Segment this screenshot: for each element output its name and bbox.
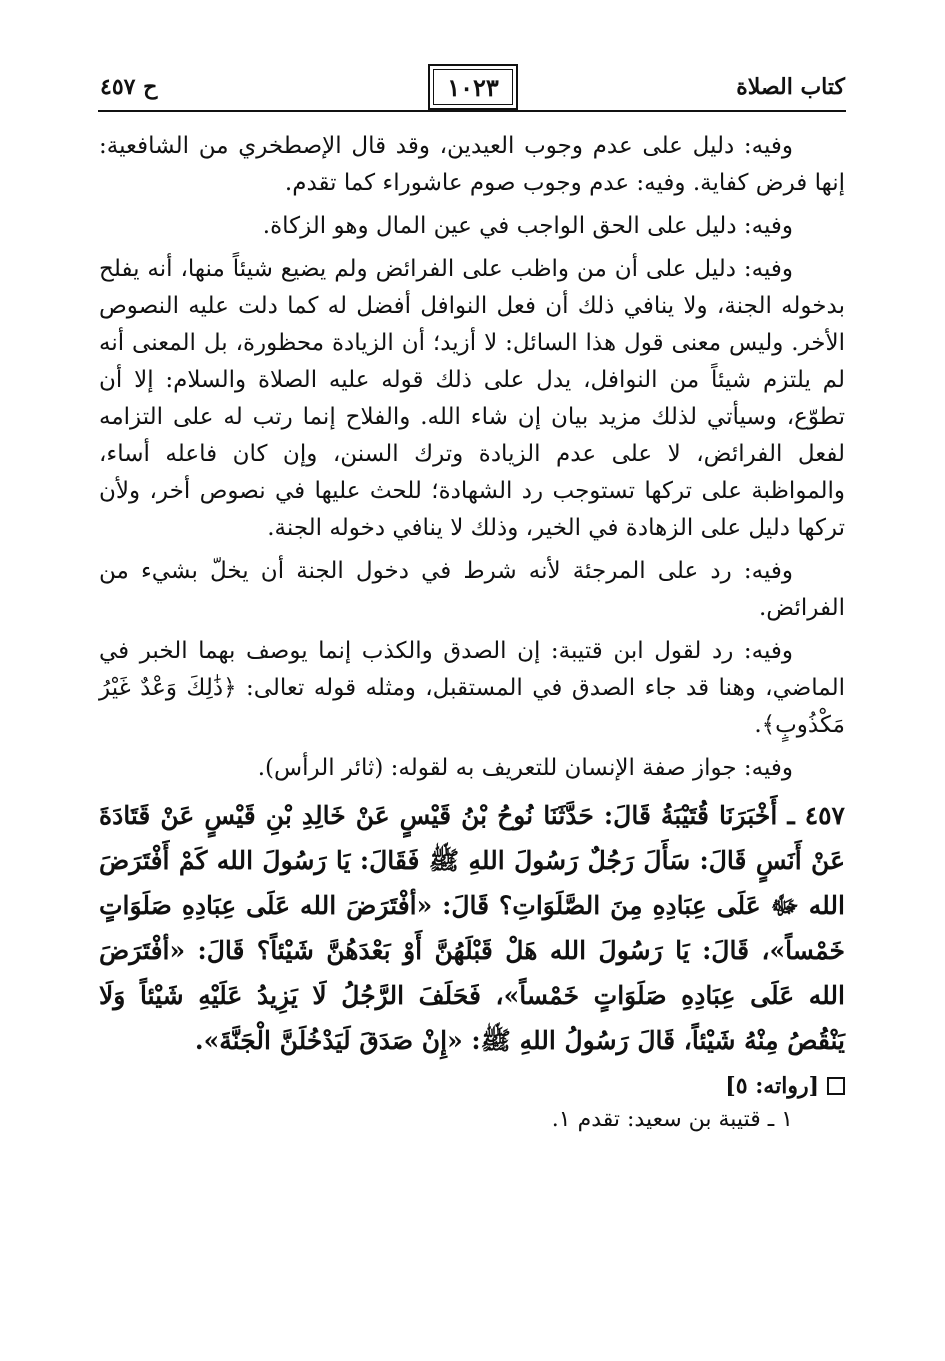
hadith-reference: ح ٤٥٧: [100, 74, 158, 100]
paragraph-eid: وفيه: دليل على عدم وجوب العيدين، وقد قال الإصطخري من الشافعية: إنها فرض كفاية. وفيه: عدم وجوب صوم عاشوراء كما تقدم.: [99, 133, 845, 196]
header-divider: [98, 110, 846, 112]
page-number: ١٠٢٣: [447, 72, 499, 102]
narrators-heading-label: [رواته: ٥]: [725, 1073, 819, 1099]
page-number-frame: [428, 64, 518, 110]
paragraph-murjiah: وفيه: رد على المرجئة لأنه شرط في دخول الجنة أن يخلّ بشيء من الفرائض.: [99, 558, 845, 621]
narrator-item: ١ ـ قتيبة بن سعيد: تقدم ١.: [551, 1107, 793, 1132]
paragraph-ibn-qutaybah: وفيه: رد لقول ابن قتيبة: إن الصدق والكذب إنما يوصف بهما الخبر في الماضي، وهنا قد جاء الصدق في المستقبل، ومثله قوله تعالى: ﴿ذَٰلِكَ وَعْدٌ غَيْرُ مَكْذُوبٍ﴾.: [99, 638, 845, 738]
square-box-icon: [827, 1077, 845, 1095]
book-title: كتاب الصلاة: [736, 74, 845, 100]
paragraph-obligations: وفيه: دليل على أن من واظب على الفرائض ولم يضيع شيئاً منها، أنه يفلح بدخوله الجنة، ولا ينافي ذلك أن فعل النوافل أفضل له كما دلت عليه النصوص الأخر. وليس معنى قول هذا السائل: لا أزيد؛ أن الزيادة محظورة، بل المعنى أنه لم يلتزم شيئاً من النوافل، يدل على ذلك قوله عليه الصلاة والسلام: إلا أن تطوّع، وسيأتي لذلك مزيد بيان إن شاء الله. والفلاح إنما رتب له على التزامه لفعل الفرائض، لا على عدم الزيادة وترك السنن، وإن كان فاعله أساء، والمواظبة على تركها تستوجب رد الشهادة؛ للحث عليها في نصوص أخر، ولأن تركها دليل على الزهادة في الخير، وذلك لا ينافي دخوله الجنة.: [99, 256, 846, 541]
page-body: [99, 128, 845, 1132]
paragraph-description: وفيه: جواز صفة الإنسان للتعريف به لقوله: (ثائر الرأس).: [257, 755, 793, 781]
narrators-heading: [99, 1073, 845, 1099]
hadith-text: ٤٥٧ ـ أَخْبَرَنَا قُتَيْبَةُ قَالَ: حَدَّثَنَا نُوحُ بْنُ قَيْسٍ عَنْ خَالِدِ بْنِ قَيْسٍ عَنْ قَتَادَةَ عَنْ أَنَسٍ قَالَ: سَأَلَ رَجُلٌ رَسُولَ اللهِ ﷺ فَقَالَ: يَا رَسُولَ الله كَمْ أَفْتَرَضَ الله ﷻ عَلَى عِبَادِهِ مِنَ الصَّلَوَاتِ؟ قَالَ: «أفْتَرَضَ الله عَلَى عِبَادِهِ صَلَوَاتٍ خَمْساً»، قَالَ: يَا رَسُولَ الله هَلْ قَبْلَهُنَّ أَوْ بَعْدَهُنَّ شَيْئاً؟ قَالَ: «أفْتَرَضَ الله عَلَى عِبَادِهِ صَلَوَاتٍ خَمْساً»، فَحَلَفَ الرَّجُلُ لَا يَزِيدُ عَلَيْهِ شَيْئاً وَلَا يَنْقُصُ مِنْهُ شَيْئاً، قَالَ رَسُولُ اللهِ ﷺ: «إِنْ صَدَقَ لَيَدْخُلَنَّ الْجَنَّةَ».: [99, 801, 845, 1055]
paragraph-zakat: وفيه: دليل على الحق الواجب في عين المال وهو الزكاة.: [262, 213, 793, 239]
